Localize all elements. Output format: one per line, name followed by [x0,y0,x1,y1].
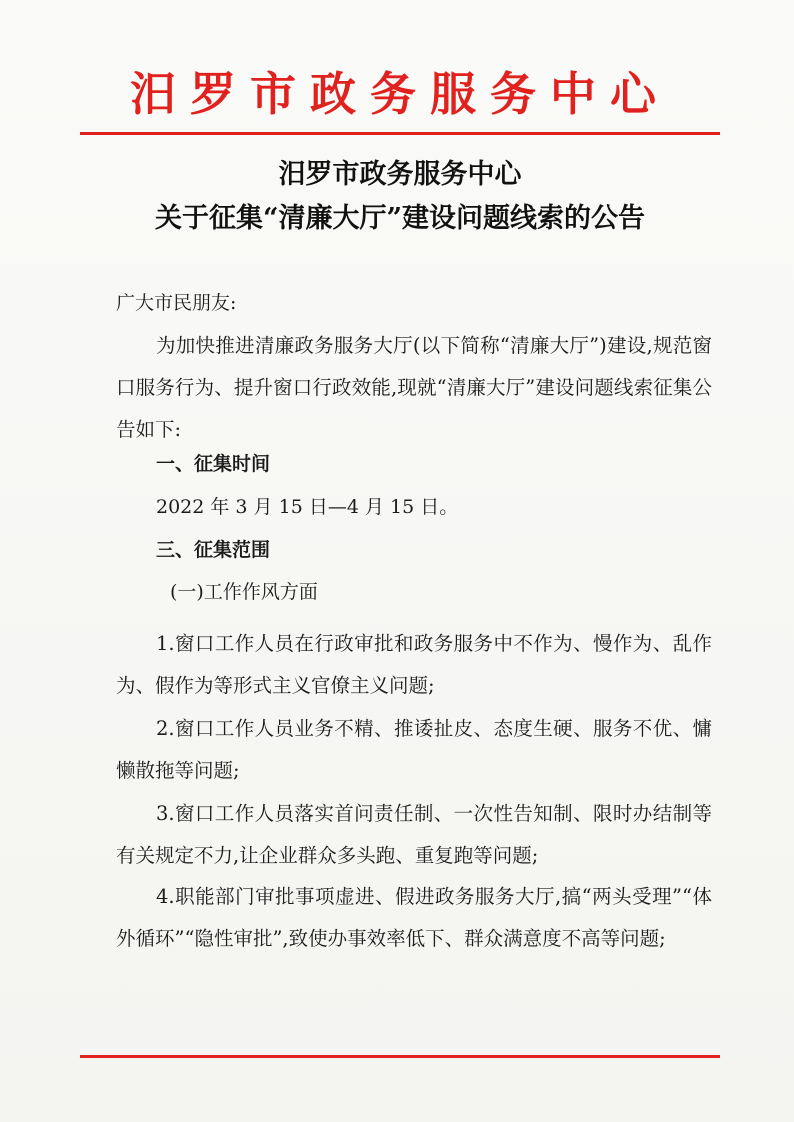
notice-title-line1: 汨罗市政务服务中心 [278,159,522,190]
scope-item-1: 1.窗口工作人员在行政审批和政务服务中不作为、慢作为、乱作为、假作为等形式主义官僚主义问题; [116,632,712,697]
intro-paragraph: 为加快推进清廉政务服务大厅(以下简称“清廉大厅”)建设,规范窗口服务行为、提升窗口行政效能,现就“清廉大厅”建设问题线索征集公告如下: [116,334,712,441]
section-heading-scope: 三、征集范围 [156,539,271,561]
scope-item-4: 4.职能部门审批事项虚进、假进政务服务大厅,搞“两头受理”“体外循环”“隐性审批”,致使办事效率低下、群众满意度不高等问题; [116,885,712,950]
scope-item-3: 3.窗口工作人员落实首问责任制、一次性告知制、限时办结制等有关规定不力,让企业群众多头跑、重复跑等问题; [116,802,712,867]
letterhead-title: 汨罗市政务服务中心 [130,67,670,121]
salutation: 广大市民朋友: [116,292,237,314]
notice-title-line2: 关于征集“清廉大厅”建设问题线索的公告 [154,203,646,234]
scope-item-2: 2.窗口工作人员业务不精、推诿扯皮、态度生硬、服务不优、慵懒散拖等问题; [116,717,712,782]
collection-period: 2022 年 3 月 15 日—4 月 15 日。 [156,496,459,518]
subsection-heading-work-style: (一)工作作风方面 [170,581,318,603]
footer-rule [80,1055,720,1058]
letterhead-top-rule [80,132,720,135]
section-heading-time: 一、征集时间 [156,453,271,475]
